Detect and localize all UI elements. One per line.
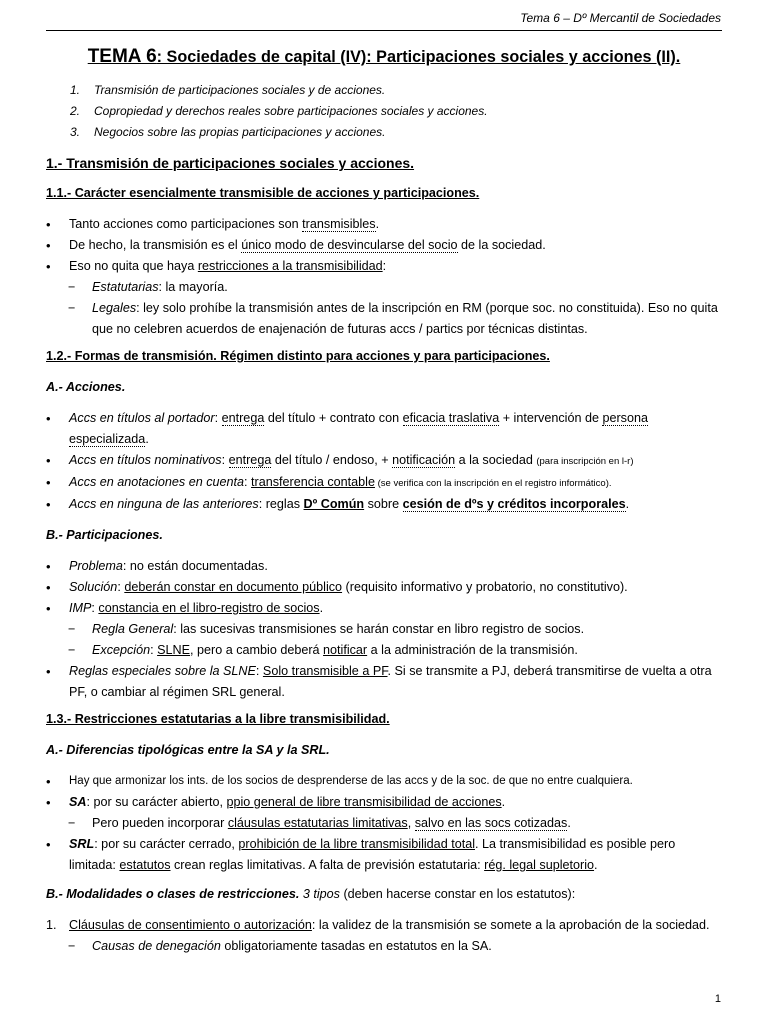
toc-text: Transmisión de participaciones sociales y de acciones. [94, 83, 386, 97]
bullet-item: • Solución: deberán constar en documento público (requisito informativo y probatorio, no constitutivo). [46, 577, 722, 598]
bullet-item: • Problema: no están documentadas. [46, 556, 722, 577]
bullet-item: • Reglas especiales sobre la SLNE: Solo transmisible a PF. Si se transmite a PJ, deberá transmitirse de vuelta a otra PF, o cambiar al régimen SRL general. [46, 661, 722, 703]
subsection-acciones-heading: A.- Acciones. [46, 380, 126, 394]
dash-item: − Estatutarias: la mayoría. [46, 277, 722, 298]
page-title [0, 46, 768, 68]
toc-number: 1. [70, 83, 81, 97]
toc-item [46, 80, 722, 101]
toc-item [46, 101, 722, 122]
dash-item: − Causas de denegación obligatoriamente tasadas en estatutos en la SA. [46, 936, 722, 957]
section-1-heading: 1.- Transmisión de participaciones sociales y acciones. [46, 155, 415, 171]
bullet-item: • Hay que armonizar los ints. de los socios de desprenderse de las accs y de la soc. de que no entre cualquiera. [46, 771, 722, 792]
dash-item: − Legales: ley solo prohíbe la transmisión antes de la inscripción en RM (porque soc. no constituida). Eso no quita que no celebren acuerdos de enajenación de futuras accs / partics por técnicas distintas. [46, 298, 722, 340]
toc-text: Copropiedad y derechos reales sobre participaciones sociales y acciones. [94, 104, 488, 118]
spacer [46, 204, 722, 214]
toc-text: Negocios sobre las propias participaciones y acciones. [94, 125, 386, 139]
spacer [46, 546, 722, 556]
dash-item: − Regla General: las sucesivas transmisiones se harán constar en libro registro de socios. [46, 619, 722, 640]
toc-number: 2. [70, 104, 81, 118]
subsection-modalidades-heading: B.- Modalidades o clases de restricciones. 3 tipos (deben hacerse constar en los estatutos): [46, 887, 576, 901]
subsection-diferencias-heading: A.- Diferencias tipológicas entre la SA y la SRL. [46, 743, 330, 757]
spacer [46, 905, 722, 915]
section-1-1-heading: 1.1.- Carácter esencialmente transmisible de acciones y participaciones. [46, 186, 480, 200]
table-of-contents [46, 80, 722, 143]
subsection-participaciones-heading: B.- Participaciones. [46, 528, 163, 542]
dash-item: − Excepción: SLNE, pero a cambio deberá notificar a la administración de la transmisión. [46, 640, 722, 661]
numbered-item: 1. Cláusulas de consentimiento o autorización: la validez de la transmisión se somete a la aprobación de la sociedad. [46, 918, 710, 932]
running-header: Tema 6 – Dº Mercantil de Sociedades [520, 11, 721, 25]
toc-item [46, 122, 722, 143]
title-rest: : Sociedades de capital (IV): Participaciones sociales y acciones (II). [156, 48, 681, 66]
bullet-item: • IMP: constancia en el libro-registro de socios. [46, 598, 722, 619]
section-1-3-heading: 1.3.- Restricciones estatutarias a la libre transmisibilidad. [46, 712, 390, 726]
bullet-item: • De hecho, la transmisión es el único modo de desvincularse del socio de la sociedad. [46, 235, 722, 256]
document-body [46, 80, 722, 957]
toc-number: 3. [70, 125, 81, 139]
bullet-item: • Accs en títulos al portador: entrega del título + contrato con eficacia traslativa + intervención de persona especializada. [46, 408, 722, 450]
bullet-item: • Accs en ninguna de las anteriores: reglas Dº Común sobre cesión de dºs y créditos incorporales. [46, 494, 722, 515]
spacer [46, 398, 722, 408]
page-number: 1 [714, 993, 721, 1005]
bullet-item: • Accs en anotaciones en cuenta: transferencia contable (se verifica con la inscripción en el registro informático). [46, 472, 722, 494]
bullet-item: • SA: por su carácter abierto, ppio general de libre transmisibilidad de acciones. [46, 792, 722, 813]
dash-item: − Pero pueden incorporar cláusulas estatutarias limitativas, salvo en las socs cotizadas. [46, 813, 722, 834]
header-rule [46, 30, 722, 31]
title-tema: TEMA 6 [87, 46, 157, 67]
bullet-item: • SRL: por su carácter cerrado, prohibición de la libre transmisibilidad total. La transmisibilidad es posible pero limitada: estatutos crean reglas limitativas. A falta de previsión estatutaria: rég. legal supletorio. [46, 834, 722, 876]
spacer [46, 761, 722, 771]
bullet-item: • Tanto acciones como participaciones son transmisibles. [46, 214, 722, 235]
section-1-2-heading: 1.2.- Formas de transmisión. Régimen distinto para acciones y para participaciones. [46, 349, 550, 363]
bullet-item: • Eso no quita que haya restricciones a la transmisibilidad: [46, 256, 722, 277]
bullet-item: • Accs en títulos nominativos: entrega del título / endoso, + notificación a la sociedad (para inscripción en l-r) [46, 450, 722, 472]
